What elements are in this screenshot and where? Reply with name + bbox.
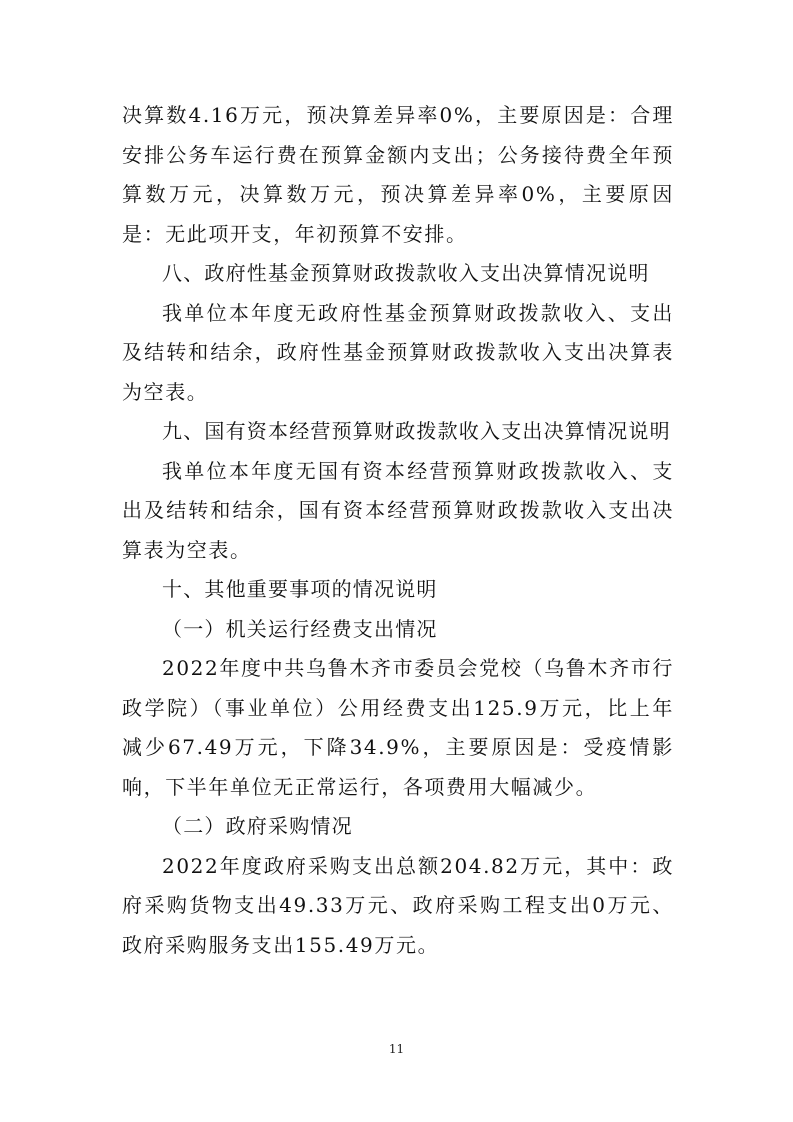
subsection-heading-2: （二）政府采购情况 [162, 814, 353, 838]
document-body [122, 96, 674, 965]
paragraph-government-fund: 我单位本年度无政府性基金预算财政拨款收入、支出及结转和结余，政府性基金预算财政拨款收入支出决算表为空表。 [122, 300, 674, 404]
paragraph-government-procurement: 2022年度政府采购支出总额204.82万元，其中：政府采购货物支出49.33万元、政府采购工程支出0万元、政府采购服务支出155.49万元。 [122, 853, 674, 957]
section-heading-10: 十、其他重要事项的情况说明 [162, 577, 438, 601]
page-number: 11 [388, 1042, 405, 1056]
paragraph-official-car-and-reception: 决算数4.16万元，预决算差异率0%，主要原因是：合理安排公务车运行费在预算金额内支出；公务接待费全年预算数万元，决算数万元，预决算差异率0%，主要原因是：无此项开支，年初预算不安排。 [122, 103, 674, 246]
section-heading-9: 九、国有资本经营预算财政拨款收入支出决算情况说明 [162, 419, 671, 443]
paragraph-operating-expenses: 2022年度中共乌鲁木齐市委员会党校（乌鲁木齐市行政学院）（事业单位）公用经费支出125.9万元，比上年减少67.49万元，下降34.9%，主要原因是：受疫情影响，下半年单位无正常运行，各项费用大幅减少。 [122, 656, 674, 799]
subsection-heading-1: （一）机关运行经费支出情况 [162, 616, 438, 641]
paragraph-state-capital: 我单位本年度无国有资本经营预算财政拨款收入、支出及结转和结余，国有资本经营预算财政拨款收入支出决算表为空表。 [122, 458, 674, 562]
section-heading-8: 八、政府性基金预算财政拨款收入支出决算情况说明 [162, 261, 650, 285]
